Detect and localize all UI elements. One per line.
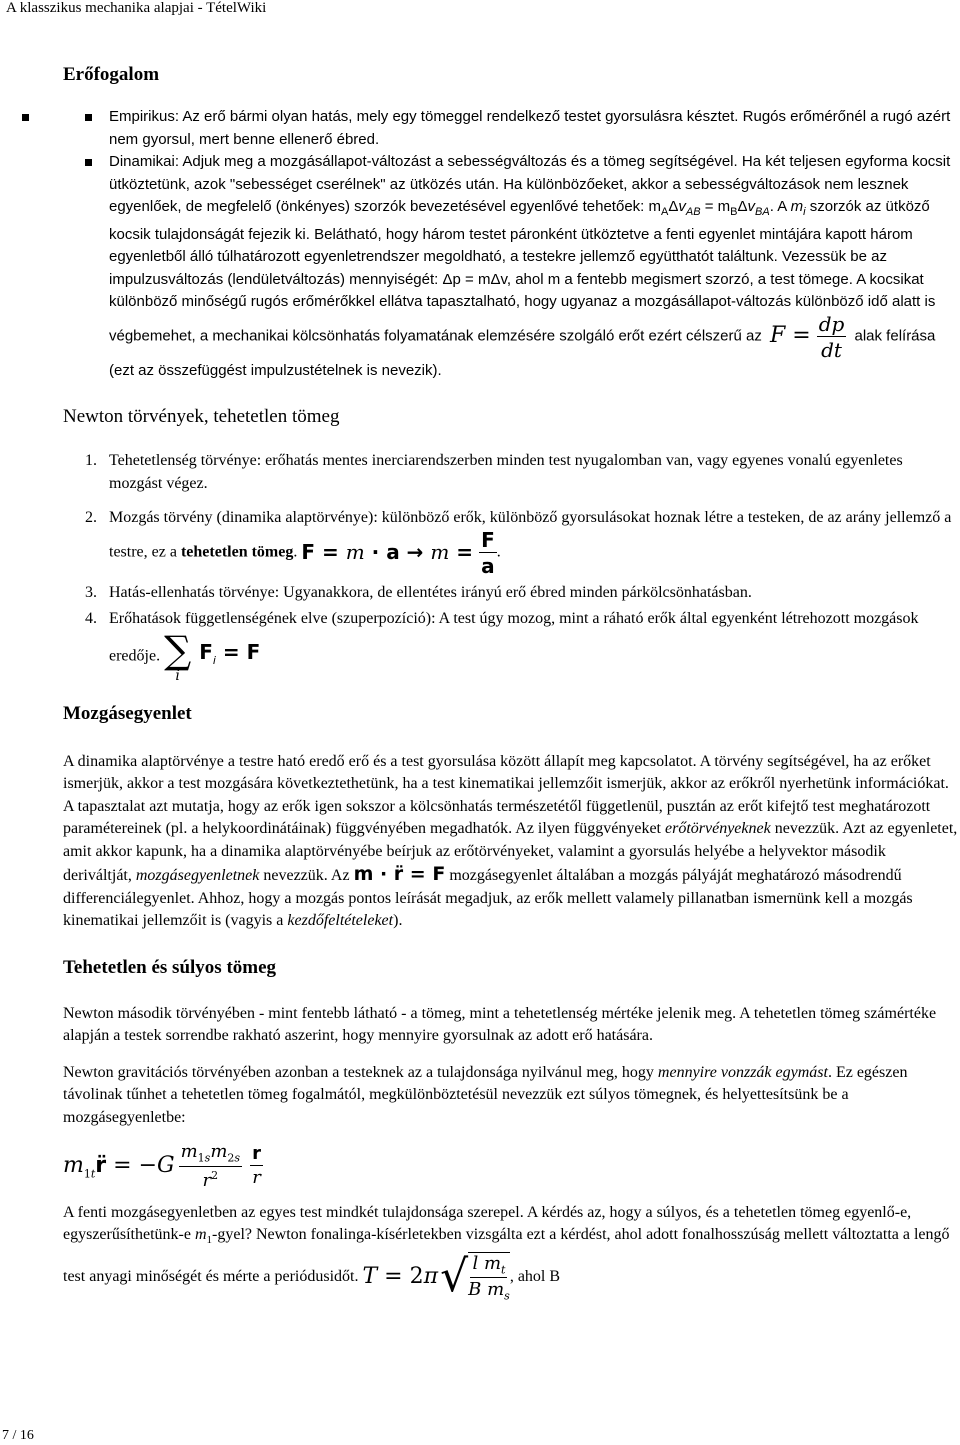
list-item-dinamikai: [0, 151, 958, 382]
page-number: 7 / 16: [2, 1428, 34, 1443]
formula-motion-equation: m · r̈ = F: [353, 863, 446, 885]
list-item-law-3: 3. Hatás-ellenhatás törvénye: Ugyanakkora, de ellentétes irányú erő ébred minden párkölcsönhatásban.: [85, 583, 752, 601]
dinamikai-text-4: szorzók az ütköző kocsik tulajdonságát fejezik ki. Belátható, hogy három testet páronként ütköztetve a fenti egyenlet mintájára kapott három egyenletből álló túlhatározott egyenletrendszer megoldható, a testekre jellemző együtthatót találtunk. Vezessük be az impulzusváltozás (lendületváltozás) mennyiségét:: [109, 198, 930, 288]
formula-superposition: ∑ i $F_i = F$: [164, 627, 261, 684]
impulse-formula: Δp = mΔv: [442, 270, 507, 288]
newton-laws-list: [0, 450, 958, 683]
empirikus-text: : Az erő bármi olyan hatás, mely egy tömeggel rendelkező testet gyorsulásra késztet. Rugós erőmérőnél a rugó azért nem gyorsul, mert benne ellenerő ébred.: [109, 108, 951, 148]
dinamikai-text-6: alak felírása (ezt az összefüggést impulzustételnek is nevezik).: [109, 327, 936, 379]
list-item-law-1: 1. Tehetetlenség törvénye: erőhatás mentes inerciarendszerben minden test nyugalomban van, vagy egyenes vonalú egyenletes mozgást végez.: [85, 452, 903, 492]
term-dinamikai: Dinamikai: [109, 153, 175, 170]
section-title-newton: Newton törvények, tehetetlen tömeg: [63, 406, 340, 427]
dinamikai-text-3: . A: [769, 198, 791, 215]
gravity-equation: $m_{1t}r̈ = -G$ $\frac{m_{1s}m_{2s}}{r^2}$ $\frac{r}{r}$: [63, 1141, 261, 1191]
list-item-law-4: 4. Erőhatások függetlenségének elve (szuperpozíció): A test úgy mozog, mint a ráható erők által egyenként létrehozott mozgások eredője. ∑ i $F_i = F$: [85, 610, 919, 684]
tehetetlen-paragraph-2: Newton gravitációs törvényében azonban a testeknek az a tulajdonsága nyilvánul meg, hogy mennyire vonzzák egymást. Ez egészen távolinak tűnhet a tehetetlen tömeg fogalmától, megkülönböztetésül nevezzük ezt súlyos tömegnek, és helyettesítsünk be a mozgásegyenletbe:: [63, 1063, 908, 1126]
force-formula: F = $\frac{dp}{dt}$: [770, 311, 845, 362]
dinamikai-text-1: : Adjuk meg a mozgásállapot-változást a sebességváltozás és a tömeg segítségével.: [174, 153, 738, 170]
tehetetlen-paragraph-3: A fenti mozgásegyenletben az egyes test mindkét tulajdonsága szerepel. A kérdés az, hogy a súlyos, és a tehetetlen tömeg egyenlő-e, egyszerűsíthetünk-e $m_1$-gyel? Newton fonalinga-kísérletekben vizsgálta ezt a kérdést, ahol adott fonalhosszúság mellett változtatta a lengő test anyagi minőségét és mérte a periódusidőt. T = 2π √ $\frac{l m_t}{B m_s}$ , ahol B: [63, 1203, 950, 1303]
mi-symbol: $m_i$: [790, 198, 806, 218]
formula-mass-velocity: $m_A\Delta v_{AB} = m_B\Delta v_{BA}$: [648, 198, 770, 218]
section-title-mozgasegyenlet: Mozgásegyenlet: [63, 702, 192, 724]
dinamikai-text-2: Ha két teljesen egyforma kocsit ütköztetünk, azok "sebességet cserélnek" az ütközés után. Ha különbözőeket, akkor a sebességváltozások nem lesznek egyenlőek, de megfelelő (önkényes) szorzók bevezetésével egyenlővé tehetőek:: [109, 153, 951, 215]
document-content: [63, 60, 958, 1302]
tehetetlen-paragraph-1: Newton második törvényében - mint fentebb látható - a tömeg, mint a tehetetlenség mértéke jelenik meg. A tehetetlen tömeg számértéke alapján a testek sorrendbe rakható aszerint, hogy mennyire gyorsulnak az adott erő hatására.: [63, 1004, 937, 1044]
section-title-tehetetlen: Tehetetlen és súlyos tömeg: [63, 956, 277, 978]
term-empirikus: Empirikus: [109, 108, 175, 125]
formula-pendulum-period: T = 2π √ $\frac{l m_t}{B m_s}$: [362, 1250, 510, 1303]
dinamikai-text-5: , ahol m a fentebb megismert szorzó, a test tömege. A kocsikat különböző minőségű rugós erőmérőkkel ellátva tapasztalható, hogy ugyanaz a mozgásállapot-változás különböző idő alatt is végbemehet, a mechanikai kölcsönhatás folyamatának elemzésére szolgáló erőt ezért célszerű az: [109, 270, 936, 345]
list-item-empirikus: [0, 106, 958, 151]
section-title-eroforalom: Erőfogalom: [63, 64, 160, 85]
eroforalom-list: [63, 106, 958, 151]
list-item-law-2: 2. Mozgás törvény (dinamika alaptörvénye): különböző erők, különböző gyorsulásokat hoznak létre a testeken, de az arány jellemző a testre, ez a tehetetlen tömeg. F = m · a → m = $\frac{F}{a}$ .: [85, 509, 952, 578]
mozgasegyenlet-paragraph: A dinamika alaptörvénye a testre ható eredő erő és a test gyorsulása között állapít meg kapcsolatot. A törvény segítségével, ha az erőket ismerjük, akkor a test mozgására következtethetünk, ha a test kinematikai jellemzőit ismerjük, akkor az erőkről nyerhetünk információkat. A tapasztalat azt mutatja, hogy az erők igen sokszor a kölcsönhatás természetétől függetlenül, pusztán az erőt kifejtő test meghatározott paramétereinek (pl. a helykoordinátáinak) függvényében megadhatók. Az ilyen függvényeket erőtörvényeknek nevezzük. Azt az egyenletet, amit akkor kapunk, ha a dinamika alaptörvényébe beírjuk az erőtörvényeket, valamint a gyorsulás helyébe a helyvektor második deriváltját, mozgásegyenletnek nevezzük. Az m · r̈ = F mozgásegyenlet általában a mozgás pályáját meghatározó másodrendű differenciálegyenlet. Ahhoz, hogy a mozgás pontos leírását megadjuk, az erők mellett valamely pillanatban ismernünk kell a mozgás kinematikai jellemzőit is (vagyis a kezdőfeltételeket).: [63, 752, 958, 929]
page-header: A klasszikus mechanika alapjai - TételWiki: [6, 0, 267, 16]
formula-newton-2: F = m · a → m = $\frac{F}{a}$: [301, 527, 495, 578]
